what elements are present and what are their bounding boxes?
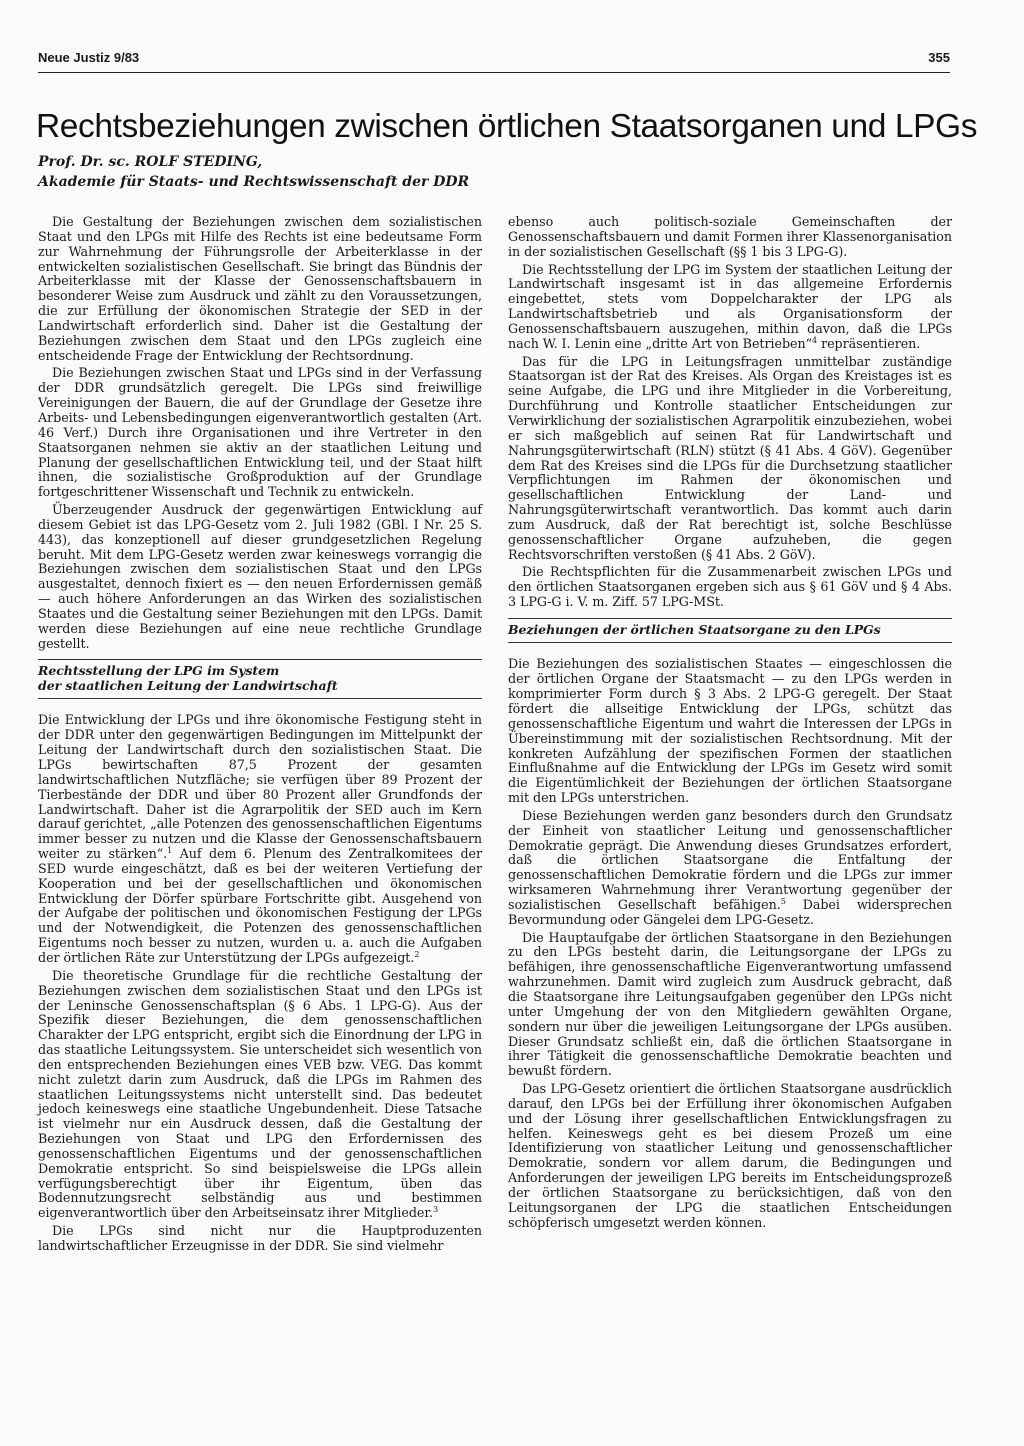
- paragraph: Die Beziehungen des sozialistischen Staates — eingeschlossen die der örtlichen Organe der Staatsmacht — zu den LPGs werden in komprimierter Form durch § 3 Abs. 2 LPG-G geregelt. Der Staat fördert die allseitige Entwicklung der LPGs, schützt das genossenschaftliche Eigentum und wahrt die Interessen der LPGs in Übereinstimmung mit der sozialistischen Rechtsordnung. Mit der konkreten Aufzählung der spezifischen Formen der staatlichen Einflußnahme auf die Entwicklung der LPGs im Gesetz wird somit die Eigentümlichkeit der Beziehungen der örtlichen Staatsorgane mit den LPGs unterstrichen.: [508, 656, 952, 806]
- paragraph: Die Gestaltung der Beziehungen zwischen dem sozialistischen Staat und den LPGs mit Hilfe des Rechts ist eine bedeutsame Form zur Wahrnehmung der Führungsrolle der Arbeiterklasse in der entwickelten sozialistischen Gesellschaft. Sie bringt das Bündnis der Arbeiterklasse mit der Klasse der Genossenschaftsbauern in besonderer Weise zum Ausdruck und zählt zu den Voraussetzungen, die zur Erfüllung der ökonomischen Strategie der SED in der Landwirtschaft erforderlich sind. Daher ist die Gestaltung der Beziehungen zwischen dem Staat und den LPGs zugleich eine entscheidende Frage der Entwicklung der Rechtsordnung.: [38, 214, 482, 363]
- section-heading: [508, 618, 952, 644]
- right-column: [508, 215, 952, 1234]
- footnote-ref: 3: [433, 1205, 439, 1215]
- section-heading-line: der staatlichen Leitung der Landwirtschaft: [38, 677, 338, 693]
- paragraph: [38, 713, 482, 965]
- paragraph: ebenso auch politisch-soziale Gemeinschaften der Genossenschaftsbauern und damit Formen ihrer Klassenorganisation in der sozialistischen Gesellschaft (§§ 1 bis 3 LPG-G).: [508, 214, 952, 259]
- paragraph: Die Hauptaufgabe der örtlichen Staatsorgane in den Beziehungen zu den LPGs besteht darin, die Leitungsorgane der LPGs zu befähigen, ihre genossenschaftliche Eigenverantwortung umfassend wahrzunehmen. Damit wird zugleich zum Ausdruck gebracht, daß die Staatsorgane ihre Leitungsaufgaben gegenüber den LPGs nicht unter Umgehung der von den Mitgliedern gewählten Organe, sondern nur über die jeweiligen Leitungsorgane der LPGs ausüben. Dieser Grundsatz schließt ein, daß die örtlichen Staatsorgane in ihrer Tätigkeit die genossenschaftliche Demokratie beachten und bewußt fördern.: [508, 929, 952, 1079]
- author-block: [38, 152, 638, 192]
- footnote-ref: 2: [414, 949, 420, 959]
- paragraph: Die LPGs sind nicht nur die Hauptproduzenten landwirtschaftlicher Erzeugnisse in der DDR. Sie sind vielmehr: [38, 1223, 482, 1253]
- left-column: [38, 215, 482, 1257]
- article-title: Rechtsbeziehungen zwischen örtlichen Staatsorganen und LPGs: [36, 108, 978, 145]
- footnote-ref: 4: [812, 335, 818, 345]
- author-name: Prof. Dr. sc. ROLF STEDING,: [38, 154, 263, 170]
- paragraph-text: repräsentieren.: [821, 335, 921, 351]
- footnote-ref: 5: [780, 896, 786, 906]
- paragraph: [508, 809, 952, 928]
- paragraph: Das für die LPG in Leitungsfragen unmittelbar zuständige Staatsorgan ist der Rat des Kreises. Als Organ des Kreistages ist es seine Aufgabe, die LPG und ihre Mitglieder in die Vorbereitung, Durchführung und Kontrolle staatlicher Entscheidungen zur Verwirklichung der sozialistischen Agrarpolitik einzubeziehen, wobei er sich maßgeblich auf seinen Rat für Landwirtschaft und Nahrungsgüterwirtschaft (RLN) stützt (§ 41 Abs. 4 GöV). Gegenüber dem Rat des Kreises sind die LPGs für die Durchsetzung staatlicher Verpflichtungen im Rahmen der ökonomischen und gesellschaftlichen Entwicklung der Land- und Nahrungsgüterwirtschaft verantwortlich. Das kommt auch darin zum Ausdruck, daß der Rat berechtigt ist, solche Beschlüsse genossenschaftlicher Organe aufzuheben, die gegen Rechtsvorschriften verstoßen (§ 41 Abs. 2 GöV).: [508, 353, 952, 562]
- page-header: [38, 50, 950, 73]
- section-heading: [38, 659, 482, 699]
- paragraph-text: Dabei widersprechen Bevormundung oder Gängelei dem LPG-Gesetz.: [508, 896, 952, 927]
- footnote-ref: 1: [167, 845, 173, 855]
- paragraph: Überzeugender Ausdruck der gegenwärtigen Entwicklung auf diesem Gebiet ist das LPG-Gesetz vom 2. Juli 1982 (GBl. I Nr. 25 S. 443), das konzeptionell auf dieser grundgesetzlichen Regelung beruht. Mit dem LPG-Gesetz werden zwar keineswegs vorrangig die Beziehungen zwischen dem sozialistischen Staat und den LPGs ausgestaltet, dennoch fixiert es — den neuen Erfordernissen gemäß — auch höhere Anforderungen an das Wirken des sozialistischen Staates und die Gestaltung seiner Beziehungen mit den LPGs. Damit werden diese Beziehungen auf eine neue rechtliche Grundlage gestellt.: [38, 502, 482, 651]
- paragraph: Die Beziehungen zwischen Staat und LPGs sind in der Verfassung der DDR grundsätzlich geregelt. Die LPGs sind freiwillige Vereinigungen der Bauern, die auf der Grundlage der Gesetze ihre Arbeits- und Lebensbedingungen eigenverantwortlich gestalten (Art. 46 Verf.) Durch ihre Organisationen und ihre Vertreter in den Staatsorganen nehmen sie aktiv an der staatlichen Leitung und Planung der gesellschaftlichen Entwicklung teil, und der Staat hilft ihnen, die sozialistische Großproduktion auf der Grundlage fortgeschrittener Wissenschaft und Technik zu entwickeln.: [38, 365, 482, 500]
- paragraph-text: Diese Beziehungen werden ganz besonders durch den Grundsatz der Einheit von staatlicher Leitung und genossenschaftlicher Demokratie geprägt. Die Anwendung dieses Grundsatzes erfordert, daß die örtlichen Staatsorgane die Entfaltung der genossenschaftlichen Demokratie fördern und die LPGs zur immer wirksameren Wahrnehmung ihrer Verantwortung gegenüber der sozialistischen Gesellschaft befähigen.: [508, 807, 952, 912]
- paragraph-text: Die Rechtsstellung der LPG im System der staatlichen Leitung der Landwirtschaft insgesamt ist in das allgemeine Erfordernis eingebettet, stets vom Doppelcharakter der LPG als Landwirtschaftsbetrieb und als Organisationsform der Genossenschaftsbauern auszugehen, mithin davon, daß die LPGs nach W. I. Lenin eine „dritte Art von Betrieben“: [508, 261, 952, 351]
- page-number: 355: [928, 50, 950, 65]
- paragraph: [508, 263, 952, 352]
- paragraph-text: Die Entwicklung der LPGs und ihre ökonomische Festigung steht in der DDR unter den gegenwärtigen Bedingungen im Mittelpunkt der Leitung der Landwirtschaft durch den sozialistischen Staat. Die LPGs bewirtschaften 87,5 Prozent der gesamten landwirtschaftlichen Nutzfläche; sie verfügen über 89 Prozent der Tierbestände der DDR und über 80 Prozent aller Grundfonds der Landwirtschaft. Daher ist die Agrarpolitik der SED auch im Kern darauf gerichtet, „alle Potenzen des genossenschaftlichen Eigentums immer besser zu nutzen und die Klasse der Genossenschaftsbauern weiter zu stärken“.: [38, 712, 482, 862]
- paragraph-text: Die theoretische Grundlage für die rechtliche Gestaltung der Beziehungen zwischen dem sozialistischen Staat und den LPGs ist der Leninsche Genossenschaftsplan (§ 6 Abs. 1 LPG-G). Aus der Spezifik dieser Beziehungen, die dem genossenschaftlichen Charakter der LPG entspricht, ergibt sich die Einordnung der LPG in das staatliche Leitungssystem. Sie unterscheidet sich wesentlich von den entsprechenden Beziehungen eines VEB bzw. VEG. Das kommt nicht zuletzt darin zum Ausdruck, daß die LPGs im Rahmen des staatlichen Leitungssystems nicht unterstellt sind. Das bedeutet jedoch keineswegs eine staatliche Ungebundenheit. Diese Tatsache ist vielmehr nur ein Ausdruck dessen, daß die Gestaltung der Beziehungen von Staat und LPG den Erfordernissen des genossenschaftlichen Eigentums und der genossenschaftlichen Demokratie entspricht. So sind beispielsweise die LPGs allein verfügungsberechtigt über ihr Eigentum, üben das Bodennutzungsrecht selbständig aus und bestimmen eigenverantwortlich über den Arbeitseinsatz ihrer Mitglieder.: [38, 967, 482, 1221]
- paragraph: Die Rechtspflichten für die Zusammenarbeit zwischen LPGs und den örtlichen Staatsorganen ergeben sich aus § 61 GöV und § 4 Abs. 3 LPG-G i. V. m. Ziff. 57 LPG-MSt.: [508, 564, 952, 610]
- paragraph: [38, 969, 482, 1221]
- paragraph: Das LPG-Gesetz orientiert die örtlichen Staatsorgane ausdrücklich darauf, den LPGs bei der Erfüllung ihrer ökonomischen Aufgaben und der Lösung ihrer gesellschaftlichen Entwicklungsfragen zu helfen. Keineswegs geht es bei diesem Prozeß um eine Identifizierung von staatlicher Leitung und genossenschaftlicher Demokratie, sondern vor allem darum, die Bedingungen und Anforderungen der jeweiligen LPG bereits im Entscheidungsprozeß der örtlichen Staatsorgane zu berücksichtigen, daß von den Leitungsorganen der LPG die staatlichen Entscheidungen schöpferisch umgesetzt werden können.: [508, 1081, 952, 1230]
- journal-issue: Neue Justiz 9/83: [38, 50, 140, 65]
- paragraph-text: Auf dem 6. Plenum des Zentralkomitees der SED wurde eingeschätzt, daß es bei der weiteren Vertiefung der Kooperation und bei der gesellschaftlichen und ökonomischen Entwicklung der Dörfer spürbare Fortschritte gibt. Ausgehend von der Aufgabe der politischen und ökonomischen Festigung der LPGs und der Notwendigkeit, die Potenzen des genossenschaftlichen Eigentums noch besser zu nutzen, wurden u. a. auch die Aufgaben der örtlichen Räte zur Unterstützung der LPGs aufgezeigt.: [38, 846, 482, 965]
- section-heading-line: Rechtsstellung der LPG im System: [38, 663, 280, 679]
- section-heading-line: Beziehungen der örtlichen Staatsorgane zu den LPGs: [508, 621, 881, 637]
- author-affiliation: Akademie für Staats- und Rechtswissenschaft der DDR: [38, 174, 470, 190]
